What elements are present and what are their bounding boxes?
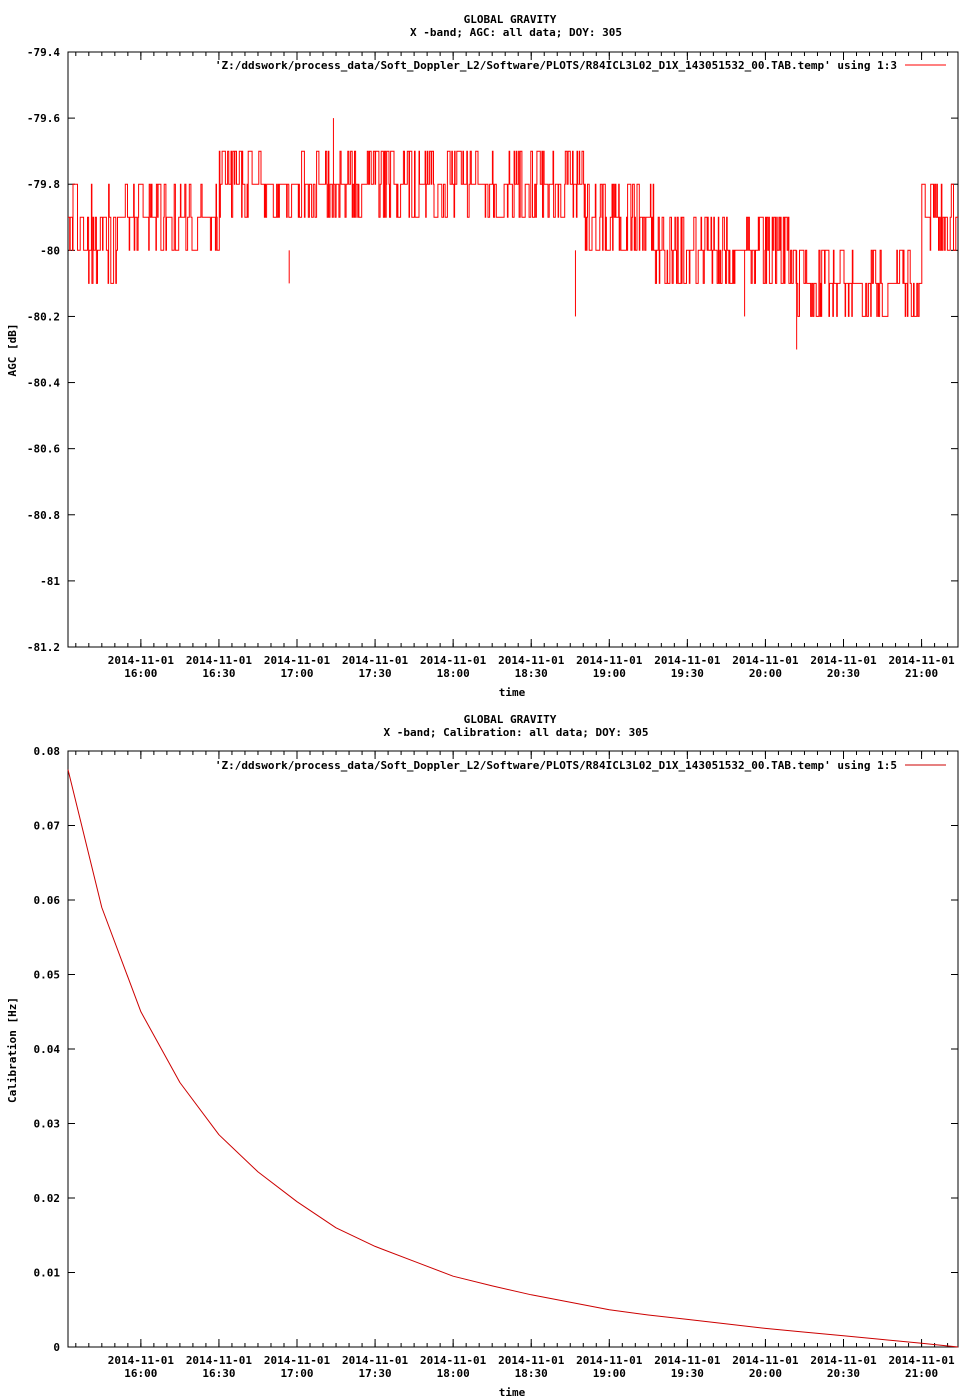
calibration-x-tick-time: 19:00 [592, 1367, 626, 1380]
calibration-x-tick-date: 2014-11-01 [810, 1354, 877, 1367]
agc-y-axis-label: AGC [dB] [6, 323, 19, 377]
calibration-y-tick-label: 0.05 [33, 968, 60, 982]
calibration-x-tick-date: 2014-11-01 [185, 1354, 253, 1367]
agc-y-tick-label: -80.4 [26, 376, 60, 390]
agc-x-tick-time: 19:30 [670, 667, 704, 680]
calibration-y-axis-label: Calibration [Hz] [6, 997, 19, 1103]
calibration-series-line [68, 770, 958, 1347]
agc-x-tick-date: 2014-11-01 [810, 654, 877, 667]
calibration-chart [6, 713, 958, 1399]
agc-y-tick-label: -79.4 [26, 46, 60, 59]
calibration-x-tick-time: 21:00 [905, 1367, 939, 1380]
agc-x-tick-time: 20:00 [748, 667, 782, 680]
calibration-x-tick-date: 2014-11-01 [498, 1354, 565, 1367]
agc-chart [6, 13, 958, 699]
agc-x-tick-time: 21:00 [905, 667, 939, 680]
calibration-x-tick-time: 20:30 [826, 1367, 861, 1380]
calibration-plot-frame [68, 751, 958, 1347]
agc-x-tick-date: 2014-11-01 [107, 654, 174, 667]
agc-x-tick-time: 18:00 [436, 667, 470, 680]
agc-x-tick-date: 2014-11-01 [341, 654, 409, 667]
calibration-legend-entry: 'Z:/ddswork/process_data/Soft_Doppler_L2/Software/PLOTS/R84ICL3L02_D1X_143051532_00.TAB.temp' using 1:5 [214, 759, 897, 772]
calibration-y-tick-label: 0.06 [33, 894, 60, 907]
agc-x-tick-date: 2014-11-01 [654, 654, 721, 667]
agc-x-axis-label: time [498, 686, 526, 699]
agc-legend-entry: 'Z:/ddswork/process_data/Soft_Doppler_L2/Software/PLOTS/R84ICL3L02_D1X_143051532_00.TAB.temp' using 1:3 [214, 59, 897, 72]
agc-y-tick-label: -81 [40, 574, 60, 588]
calibration-x-tick-date: 2014-11-01 [107, 1354, 174, 1367]
calibration-x-tick-date: 2014-11-01 [888, 1354, 955, 1367]
agc-x-tick-time: 19:00 [592, 667, 626, 680]
agc-y-tick-label: -80 [40, 244, 60, 258]
calibration-x-tick-time: 16:00 [124, 1367, 158, 1380]
calibration-y-tick-label: 0.01 [33, 1266, 60, 1280]
calibration-x-tick-time: 19:30 [670, 1367, 704, 1380]
calibration-x-tick-time: 18:30 [514, 1367, 548, 1380]
agc-y-tick-label: -80.6 [26, 442, 60, 456]
agc-plot-frame [68, 52, 958, 647]
agc-y-tick-label: -81.2 [26, 641, 60, 654]
calibration-x-tick-time: 16:30 [202, 1367, 236, 1380]
calibration-x-tick-date: 2014-11-01 [420, 1354, 487, 1367]
calibration-x-tick-time: 17:00 [280, 1367, 314, 1380]
calibration-y-tick-label: 0.07 [33, 819, 60, 833]
calibration-x-axis-label: time [498, 1386, 526, 1399]
agc-x-tick-time: 18:30 [514, 667, 548, 680]
agc-y-tick-label: -80.8 [26, 508, 60, 522]
agc-x-tick-date: 2014-11-01 [732, 654, 799, 667]
calibration-y-tick-label: 0.03 [33, 1117, 60, 1131]
calibration-x-tick-date: 2014-11-01 [732, 1354, 799, 1367]
calibration-x-tick-date: 2014-11-01 [341, 1354, 409, 1367]
agc-x-tick-time: 16:30 [202, 667, 236, 680]
calibration-x-tick-time: 20:00 [748, 1367, 782, 1380]
agc-x-tick-time: 17:30 [358, 667, 392, 680]
calibration-y-tick-label: 0.02 [33, 1192, 60, 1205]
agc-chart-title: GLOBAL GRAVITY [463, 13, 557, 26]
calibration-x-tick-date: 2014-11-01 [263, 1354, 331, 1367]
calibration-y-tick-label: 0 [53, 1341, 60, 1354]
agc-x-tick-date: 2014-11-01 [185, 654, 253, 667]
calibration-x-tick-time: 17:30 [358, 1367, 392, 1380]
agc-x-tick-date: 2014-11-01 [888, 654, 955, 667]
agc-y-tick-label: -80.2 [26, 310, 60, 324]
agc-y-tick-label: -79.6 [26, 112, 60, 126]
calibration-chart-title: GLOBAL GRAVITY [463, 713, 557, 726]
calibration-x-tick-date: 2014-11-01 [576, 1354, 643, 1367]
agc-x-tick-date: 2014-11-01 [498, 654, 565, 667]
agc-y-tick-label: -79.8 [26, 178, 60, 192]
agc-series-line [68, 151, 958, 316]
agc-x-tick-time: 20:30 [826, 667, 861, 680]
agc-chart-subtitle: X -band; AGC: all data; DOY: 305 [410, 26, 622, 39]
calibration-x-tick-date: 2014-11-01 [654, 1354, 721, 1367]
agc-x-tick-date: 2014-11-01 [420, 654, 487, 667]
agc-x-tick-time: 17:00 [280, 667, 314, 680]
agc-x-tick-date: 2014-11-01 [263, 654, 331, 667]
calibration-y-tick-label: 0.04 [33, 1043, 60, 1056]
calibration-x-tick-time: 18:00 [436, 1367, 470, 1380]
agc-x-tick-time: 16:00 [124, 667, 158, 680]
agc-x-tick-date: 2014-11-01 [576, 654, 643, 667]
calibration-chart-subtitle: X -band; Calibration: all data; DOY: 305 [383, 726, 649, 739]
calibration-y-tick-label: 0.08 [33, 745, 60, 758]
